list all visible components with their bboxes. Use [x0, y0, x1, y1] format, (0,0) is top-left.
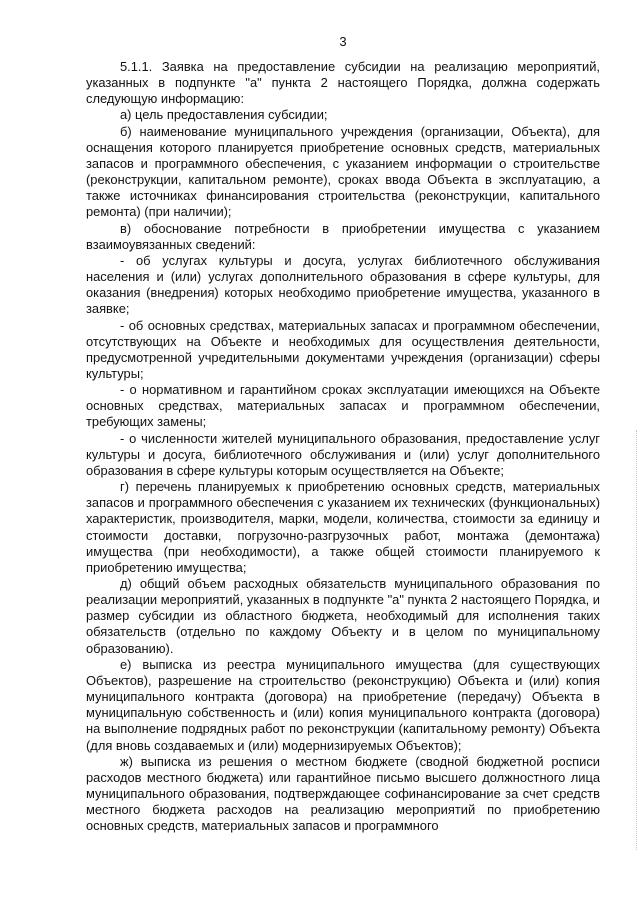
- paragraph-item-d: д) общий объем расходных обязательств муниципального образования по реализации мероприятий, указанных в подпункте "а" пункта 2 настоящего Порядка, и размер субсидии из областного бюджета, необходимый для исполнения таких обязательств (отдельно по каждому Объекту и в целом по муниципальному образованию).: [86, 576, 600, 656]
- paragraph-subitem-services: - об услугах культуры и досуга, услугах библиотечного обслуживания населения и (или) услугах дополнительного образования в сфере культуры, для оказания (внедрения) которых необходимо приобретение имущества, указанного в заявке;: [86, 252, 600, 317]
- paragraph-subitem-assets: - об основных средствах, материальных запасах и программном обеспечении, отсутствующих на Объекте и необходимых для осуществления деятельности, предусмотренной учредительными документами учреждения (организации) сферы культуры;: [86, 317, 600, 381]
- paragraph-item-zh: ж) выписка из решения о местном бюджете (сводной бюджетной росписи расходов местного бюджета) или гарантийное письмо высшего должностного лица муниципального образования, подтверждающее софинансирование за счет средств местного бюджета расходов на реализацию мероприятий по приобретению основных средств, материальных запасов и программного: [86, 753, 600, 834]
- document-body: [86, 59, 600, 835]
- paragraph-item-b: б) наименование муниципального учреждения (организации, Объекта), для оснащения которого планируется приобретение основных средств, материальных запасов и программного обеспечения, с указанием информации о строительстве (реконструкции, капитальном ремонте), сроках ввода Объекта в эксплуатацию, а также источниках финансирования строительства (реконструкции, капитального ремонта) (при наличии);: [86, 123, 600, 220]
- paragraph-subitem-population: - о численности жителей муниципального образования, предоставление услуг культуры и досуга, библиотечного обслуживания и (или) услуг дополнительного образования в сфере культуры которым осуществляется на Объекте;: [86, 430, 600, 478]
- paragraph-5-1-1: 5.1.1. Заявка на предоставление субсидии на реализацию мероприятий, указанных в подпункте "а" пункта 2 настоящего Порядка, должна содержать следующую информацию:: [86, 59, 600, 107]
- scan-edge-marks: [634, 430, 637, 850]
- paragraph-item-v: в) обоснование потребности в приобретении имущества с указанием взаимоувязанных сведений:: [86, 220, 600, 252]
- paragraph-subitem-service-life: - о нормативном и гарантийном сроках эксплуатации имеющихся на Объекте основных средствах, материальных запасах и программном обеспечении, требующих замены;: [86, 382, 600, 430]
- page-number: 3: [339, 34, 347, 49]
- paragraph-item-e: е) выписка из реестра муниципального имущества (для существующих Объектов), разрешение на строительство (реконструкцию) Объекта и (или) копия муниципального контракта (договора) на приобретение (передачу) Объекта в муниципальную собственность и (или) копия муниципального контракта (договора) на выполнение подрядных работ по реконструкции (капитальному ремонту) Объекта (для вновь создаваемых и (или) модернизируемых Объектов);: [86, 656, 600, 753]
- paragraph-item-g: г) перечень планируемых к приобретению основных средств, материальных запасов и программного обеспечения с указанием их технических (функциональных) характеристик, производителя, марки, модели, количества, стоимости за единицу и стоимости доставки, погрузочно-разгрузочных работ, монтажа (демонтажа) имущества (при необходимости), а также общей стоимости планируемого к приобретению имущества;: [86, 479, 600, 575]
- paragraph-item-a: а) цель предоставления субсидии;: [120, 107, 328, 123]
